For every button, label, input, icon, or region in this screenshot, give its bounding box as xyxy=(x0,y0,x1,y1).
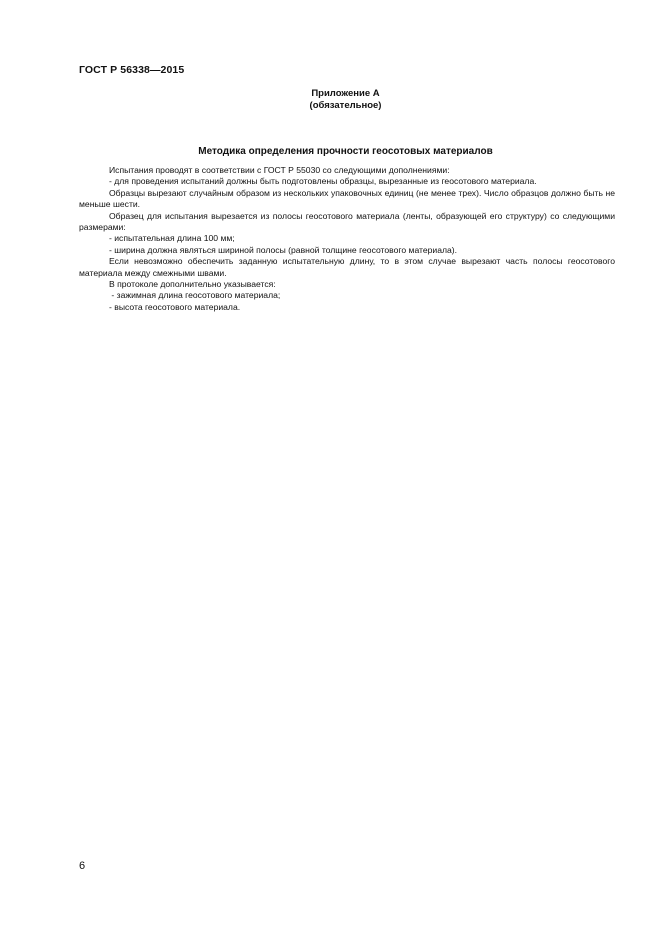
section-title: Методика определения прочности геосотовых материалов xyxy=(198,146,493,157)
body-text xyxy=(79,165,615,313)
appendix-status: (обязательное) xyxy=(309,100,382,111)
paragraph: - ширина должна являться шириной полосы (равной толщине геосотового материала). xyxy=(109,244,458,255)
appendix-title: Приложение А xyxy=(311,88,380,99)
paragraph: - испытательная длина 100 мм; xyxy=(109,233,235,244)
page-number: 6 xyxy=(79,860,86,872)
paragraph: Образцы вырезают случайным образом из нескольких упаковочных единиц (не менее трех). Число образцов должно быть не меньше шести. xyxy=(79,187,615,210)
paragraph: - высота геосотового материала. xyxy=(109,301,241,312)
paragraph: Если невозможно обеспечить заданную испытательную длину, то в этом случае вырезают часть полосы геосотового материала между смежными швами. xyxy=(79,256,615,278)
paragraph: Образец для испытания вырезается из полосы геосотового материала (ленты, образующей его структуру) со следующими размерами: xyxy=(79,210,615,233)
paragraph: - зажимная длина геосотового материала; xyxy=(109,290,281,301)
paragraph: В протоколе дополнительно указывается: xyxy=(109,279,276,290)
paragraph: Испытания проводят в соответствии с ГОСТ Р 55030 со следующими дополнениями: xyxy=(109,165,450,175)
paragraph: - для проведения испытаний должны быть подготовлены образцы, вырезанные из геосотового материала. xyxy=(109,176,537,187)
standard-code: ГОСТ Р 56338—2015 xyxy=(79,64,185,76)
